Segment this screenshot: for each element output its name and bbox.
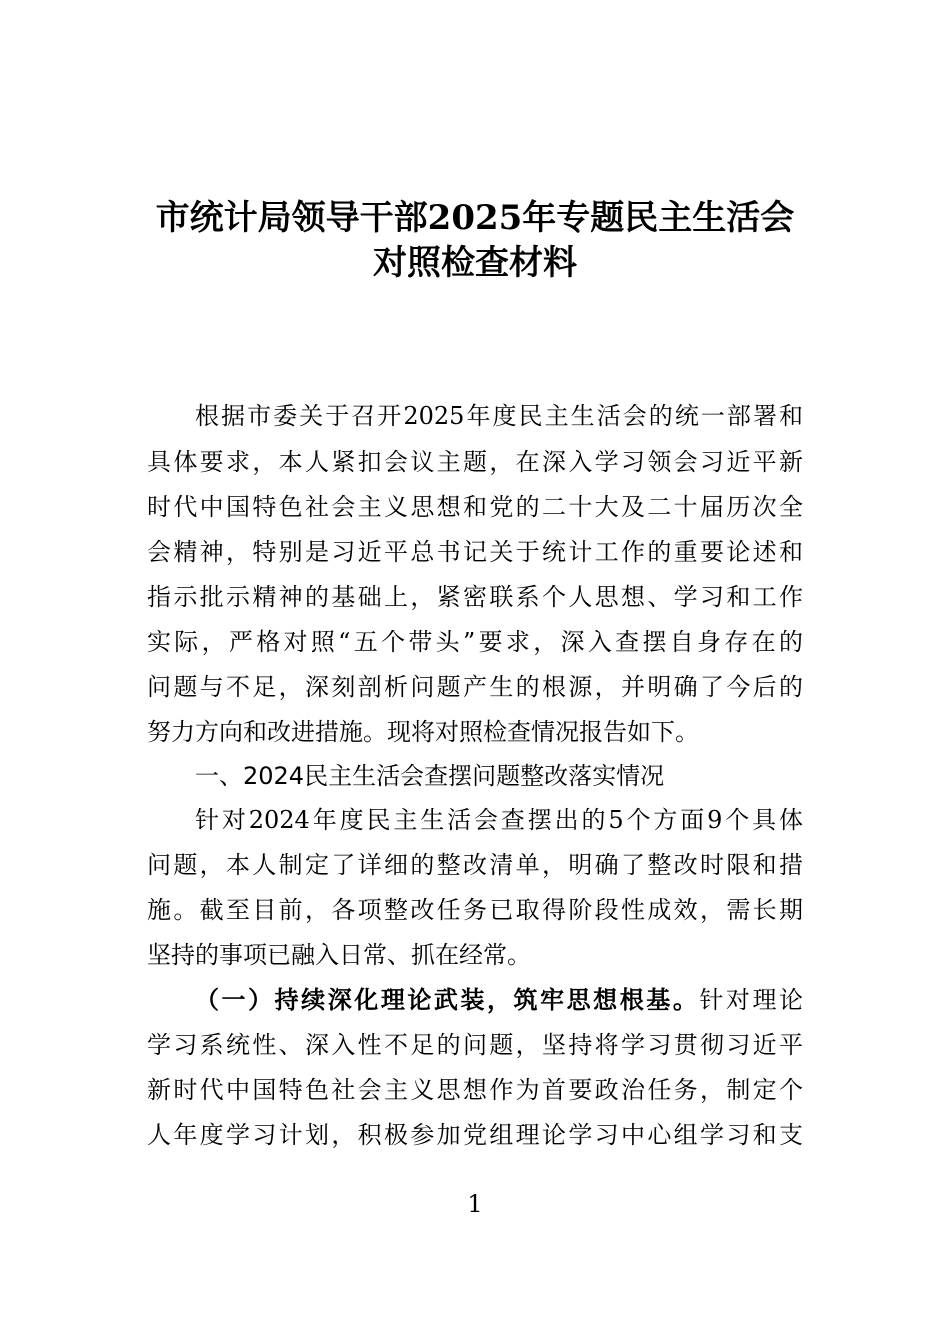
section-heading: 一、2024民主生活会查摆问题整改落实情况 bbox=[195, 762, 665, 790]
intro-paragraph-line: 问题与不足，深刻剖析问题产生的根源，并明确了今后的 bbox=[147, 673, 803, 701]
subsection-paragraph-line: 学习系统性、深入性不足的问题，坚持将学习贯彻习近平 bbox=[147, 1031, 803, 1059]
subsection-text: 针对理论 bbox=[699, 986, 804, 1014]
subsection-paragraph-line bbox=[195, 985, 803, 1015]
intro-paragraph-line: 具体要求，本人紧扣会议主题，在深入学习领会习近平新 bbox=[147, 448, 803, 476]
intro-paragraph-line: 时代中国特色社会主义思想和党的二十大及二十届历次全 bbox=[147, 493, 803, 521]
intro-paragraph-line: 根据市委关于召开2025年度民主生活会的统一部署和 bbox=[195, 402, 803, 430]
document-title-line-1: 市统计局领导干部2025年专题民主生活会 bbox=[155, 198, 795, 238]
section-paragraph-line: 针对2024年度民主生活会查摆出的5个方面9个具体 bbox=[195, 806, 803, 834]
subsection-paragraph-line: 人年度学习计划，积极参加党组理论学习中心组学习和支 bbox=[147, 1121, 803, 1149]
section-paragraph-line: 坚持的事项已融入日常、抓在经常。 bbox=[147, 941, 531, 969]
document-title-line-2: 对照检查材料 bbox=[373, 243, 577, 283]
subsection-paragraph-line: 新时代中国特色社会主义思想作为首要政治任务，制定个 bbox=[147, 1076, 803, 1104]
subsection-heading: （一）持续深化理论武装，筑牢思想根基。 bbox=[195, 985, 700, 1014]
intro-paragraph-line: 指示批示精神的基础上，紧密联系个人思想、学习和工作 bbox=[147, 583, 803, 611]
section-paragraph-line: 问题，本人制定了详细的整改清单，明确了整改时限和措 bbox=[147, 851, 803, 879]
intro-paragraph-line: 会精神，特别是习近平总书记关于统计工作的重要论述和 bbox=[147, 538, 803, 566]
page-number: 1 bbox=[467, 1190, 483, 1218]
intro-paragraph-line: 实际，严格对照“五个带头”要求，深入查摆自身存在的 bbox=[147, 628, 803, 656]
intro-paragraph-line: 努力方向和改进措施。现将对照检查情况报告如下。 bbox=[147, 718, 699, 746]
section-paragraph-line: 施。截至目前，各项整改任务已取得阶段性成效，需长期 bbox=[147, 896, 803, 924]
